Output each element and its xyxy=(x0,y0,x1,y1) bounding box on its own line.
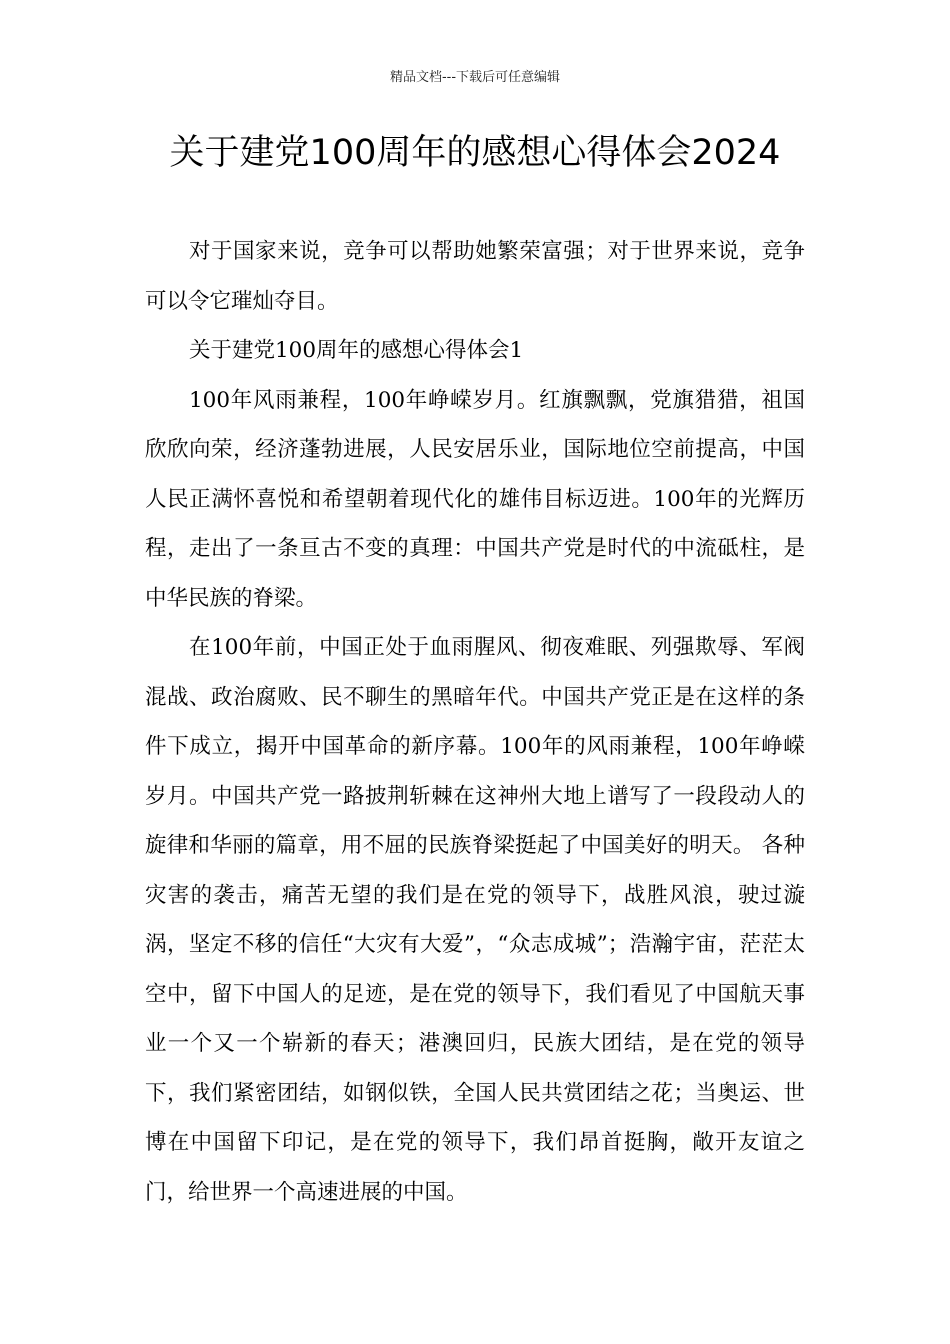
document-title: 关于建党100周年的感想心得体会2024 xyxy=(169,133,781,173)
section-heading: 关于建党100周年的感想心得体会1 xyxy=(189,338,524,363)
document-body xyxy=(145,227,805,1217)
paragraph: 100年风雨兼程，100年峥嵘岁月。红旗飘飘，党旗猎猎，祖国欣欣向荣，经济蓬勃进展，人民安居乐业，国际地位空前提高，中国人民正满怀喜悦和希望朝着现代化的雄伟目标迈进。100年的光辉历程，走出了一条亘古不变的真理：中国共产党是时代的中流砥柱，是中华民族的脊梁。 xyxy=(145,387,805,611)
page-header: 精品文档---下载后可任意编辑 xyxy=(389,70,561,85)
paragraph: 在100年前，中国正处于血雨腥风、彻夜难眠、列强欺辱、军阀混战、政治腐败、民不聊生的黑暗年代。中国共产党正是在这样的条件下成立，揭开中国革命的新序幕。100年的风雨兼程，100年峥嵘岁月。中国共产党一路披荆斩棘在这神州大地上谱写了一段段动人的旋律和华丽的篇章，用不屈的民族脊梁挺起了中国美好的明天。 各种灾害的袭击，痛苦无望的我们是在党的领导下，战胜风浪，驶过漩涡，坚定不移的信任“大灾有大爱”，“众志成城”；浩瀚宇宙，茫茫太空中，留下中国人的足迹，是在党的领导下，我们看见了中国航天事业一个又一个崭新的春天；港澳回归，民族大团结，是在党的领导下，我们紧密团结，如钢似铁，全国人民共赏团结之花；当奥运、世博在中国留下印记，是在党的领导下，我们昂首挺胸，敞开友谊之门，给世界一个高速进展的中国。 xyxy=(145,635,805,1205)
paragraph-intro: 对于国家来说，竞争可以帮助她繁荣富强；对于世界来说，竞争可以令它璀灿夺目。 xyxy=(145,239,805,314)
